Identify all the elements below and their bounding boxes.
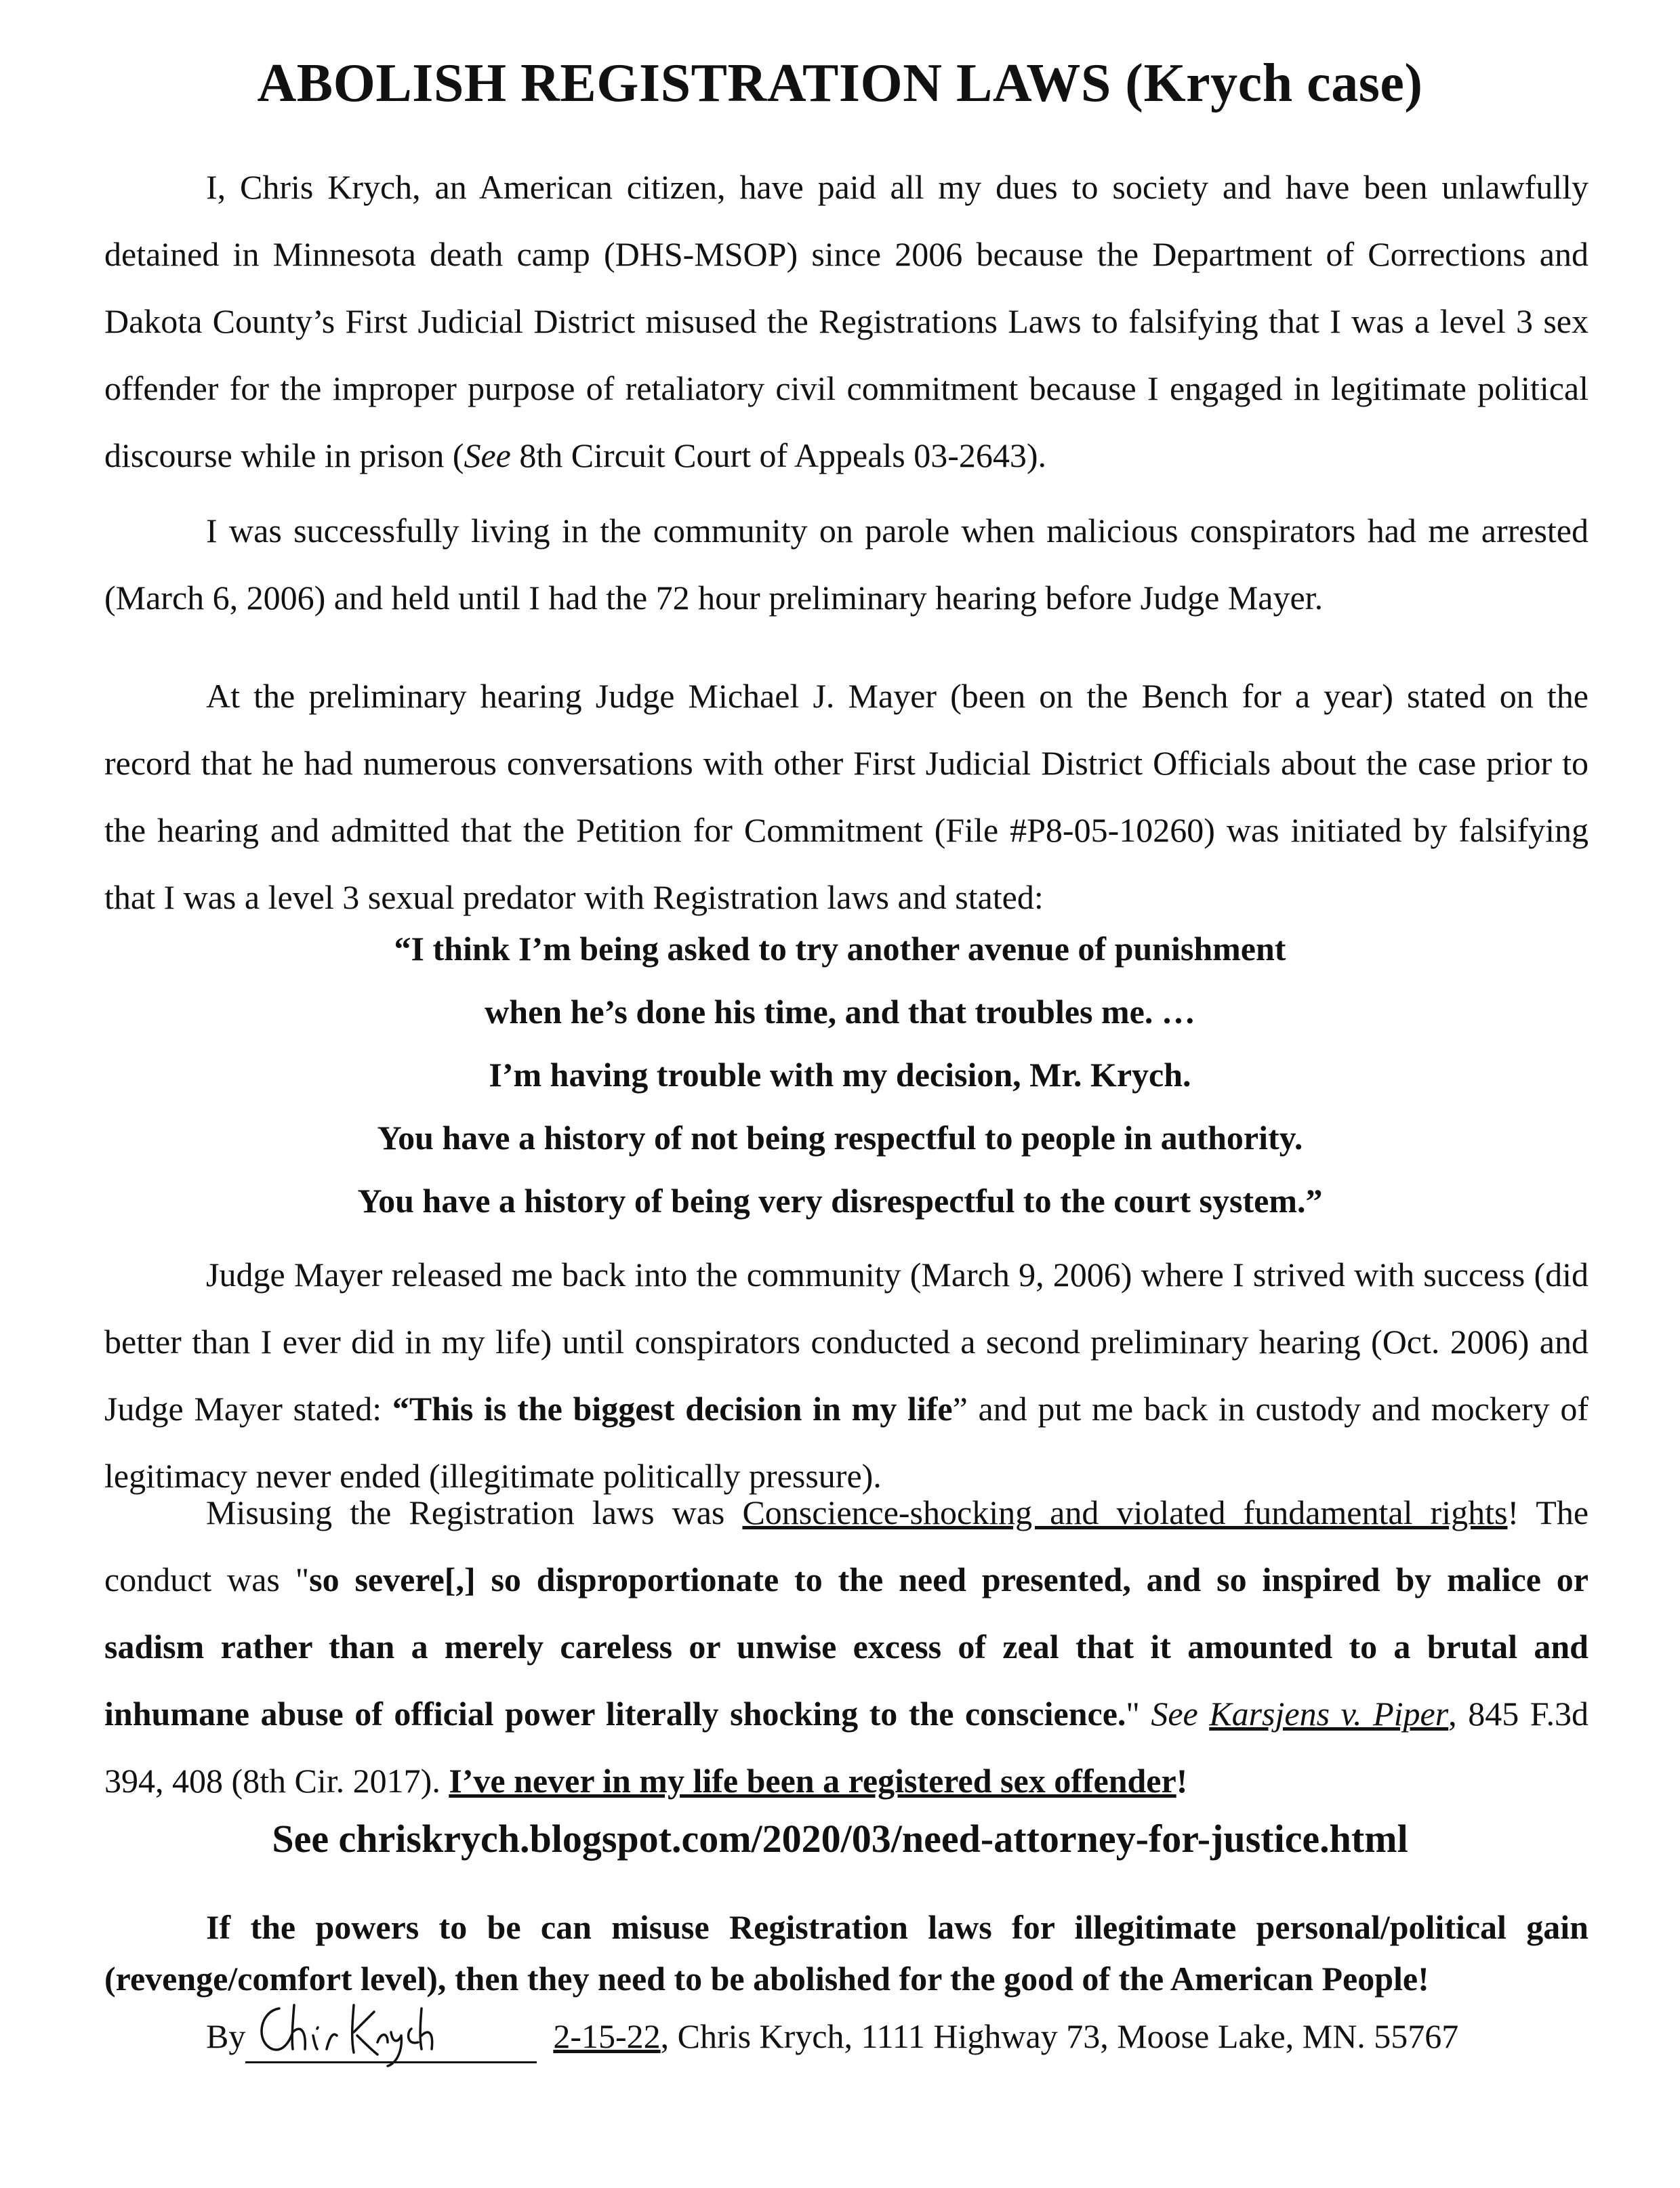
intro-text-end: 8th Circuit Court of Appeals 03-2643). [510, 436, 1047, 474]
quote-close: " [1126, 1695, 1151, 1733]
quote-line: when he’s done his time, and that troubles me. … [485, 993, 1195, 1031]
signer-address: , Chris Krych, 1111 Highway 73, Moose Lake, MN. 55767 [660, 2017, 1459, 2055]
case-name: Karsjens v. Piper [1209, 1695, 1449, 1733]
biggest-decision-quote: “This is the biggest decision in my life [392, 1390, 953, 1428]
page-title: ABOLISH REGISTRATION LAWS (Krych case) [257, 54, 1423, 113]
blog-url: See chriskrych.blogspot.com/2020/03/need-attorney-for-justice.html [272, 1817, 1408, 1861]
intro-text: I, Chris Krych, an American citizen, have paid all my dues to society and have been unlawfully detained in Minnesota death camp (DHS-MSOP) since 2006 because the Department of Corrections and Dakota County’s First Judicial District misused the Registrations Laws to falsifying that I was a level 3 sex offender for the improper purpose of retaliatory civil commitment because I engaged in legitimate political discourse while in prison ( [104, 168, 1589, 474]
paragraph-hearing [104, 663, 1589, 931]
release-text-end: ” and put me back in custody and mockery of legitimacy never ended (illegitimate politically pressure). [104, 1390, 1589, 1495]
conduct-intro: ! The conduct was " [104, 1493, 1589, 1598]
quote-line: “I think I’m being asked to try another avenue of punishment [394, 930, 1286, 968]
handwritten-signature-icon [252, 1995, 455, 2069]
conscience-shocking-phrase: Conscience-shocking and violated fundamental rights [742, 1493, 1508, 1531]
paragraph-parole [104, 497, 1589, 632]
see-signal: See [464, 436, 511, 474]
signature [245, 2021, 537, 2063]
parole-text: I was successfully living in the community on parole when malicious conspirators had me arrested (March 6, 2006) and held until I had the 72 hour preliminary hearing before Judge Mayer. [104, 512, 1589, 617]
signature-date: 2-15-22 [553, 2017, 661, 2055]
quote-line: I’m having trouble with my decision, Mr. Krych. [489, 1056, 1191, 1094]
paragraph-misuse [104, 1479, 1589, 1815]
hearing-text: At the preliminary hearing Judge Michael J. Mayer (been on the Bench for a year) stated on the record that he had numerous conversations with other First Judicial District Officials about the case prior to the hearing and admitted that the Petition for Commitment (File #P8-05-10260) was initiated by falsifying that I was a level 3 sexual predator with Registration laws and stated: [104, 677, 1589, 916]
misuse-start: Misusing the Registration laws was [206, 1493, 743, 1531]
by-label: By [206, 2017, 246, 2055]
paragraph-intro [104, 154, 1589, 489]
citation: , 845 F.3d 394, 408 (8th Cir. 2017). [104, 1695, 1589, 1800]
quote-line: You have a history of being very disrespectful to the court system.” [357, 1182, 1323, 1220]
paragraph-release [104, 1241, 1589, 1510]
signature-line [206, 2009, 1629, 2063]
never-registered-statement: I’ve never in my life been a registered sex offender [449, 1762, 1176, 1800]
see-signal: See [1151, 1695, 1198, 1733]
closing-statement [104, 1901, 1589, 2004]
quote-line: You have a history of not being respectful to people in authority. [377, 1119, 1303, 1157]
release-text: Judge Mayer released me back into the community (March 9, 2006) where I strived with success (did better than I ever did in my life) until conspirators conducted a second preliminary hearing (Oct. 2006) and Judge Mayer stated: [104, 1256, 1589, 1428]
exclamation: ! [1176, 1762, 1188, 1800]
closing-text: If the powers to be can misuse Registration laws for illegitimate personal/political gain (revenge/comfort level), then they need to be abolished for the good of the American People! [104, 1908, 1589, 1998]
karsjens-quote: so severe[,] so disproportionate to the need presented, and so inspired by malice or sadism rather than a merely careless or unwise excess of zeal that it amounted to a brutal and inhumane abuse of official power literally shocking to the conscience. [104, 1561, 1589, 1733]
judge-quote [0, 917, 1680, 1233]
